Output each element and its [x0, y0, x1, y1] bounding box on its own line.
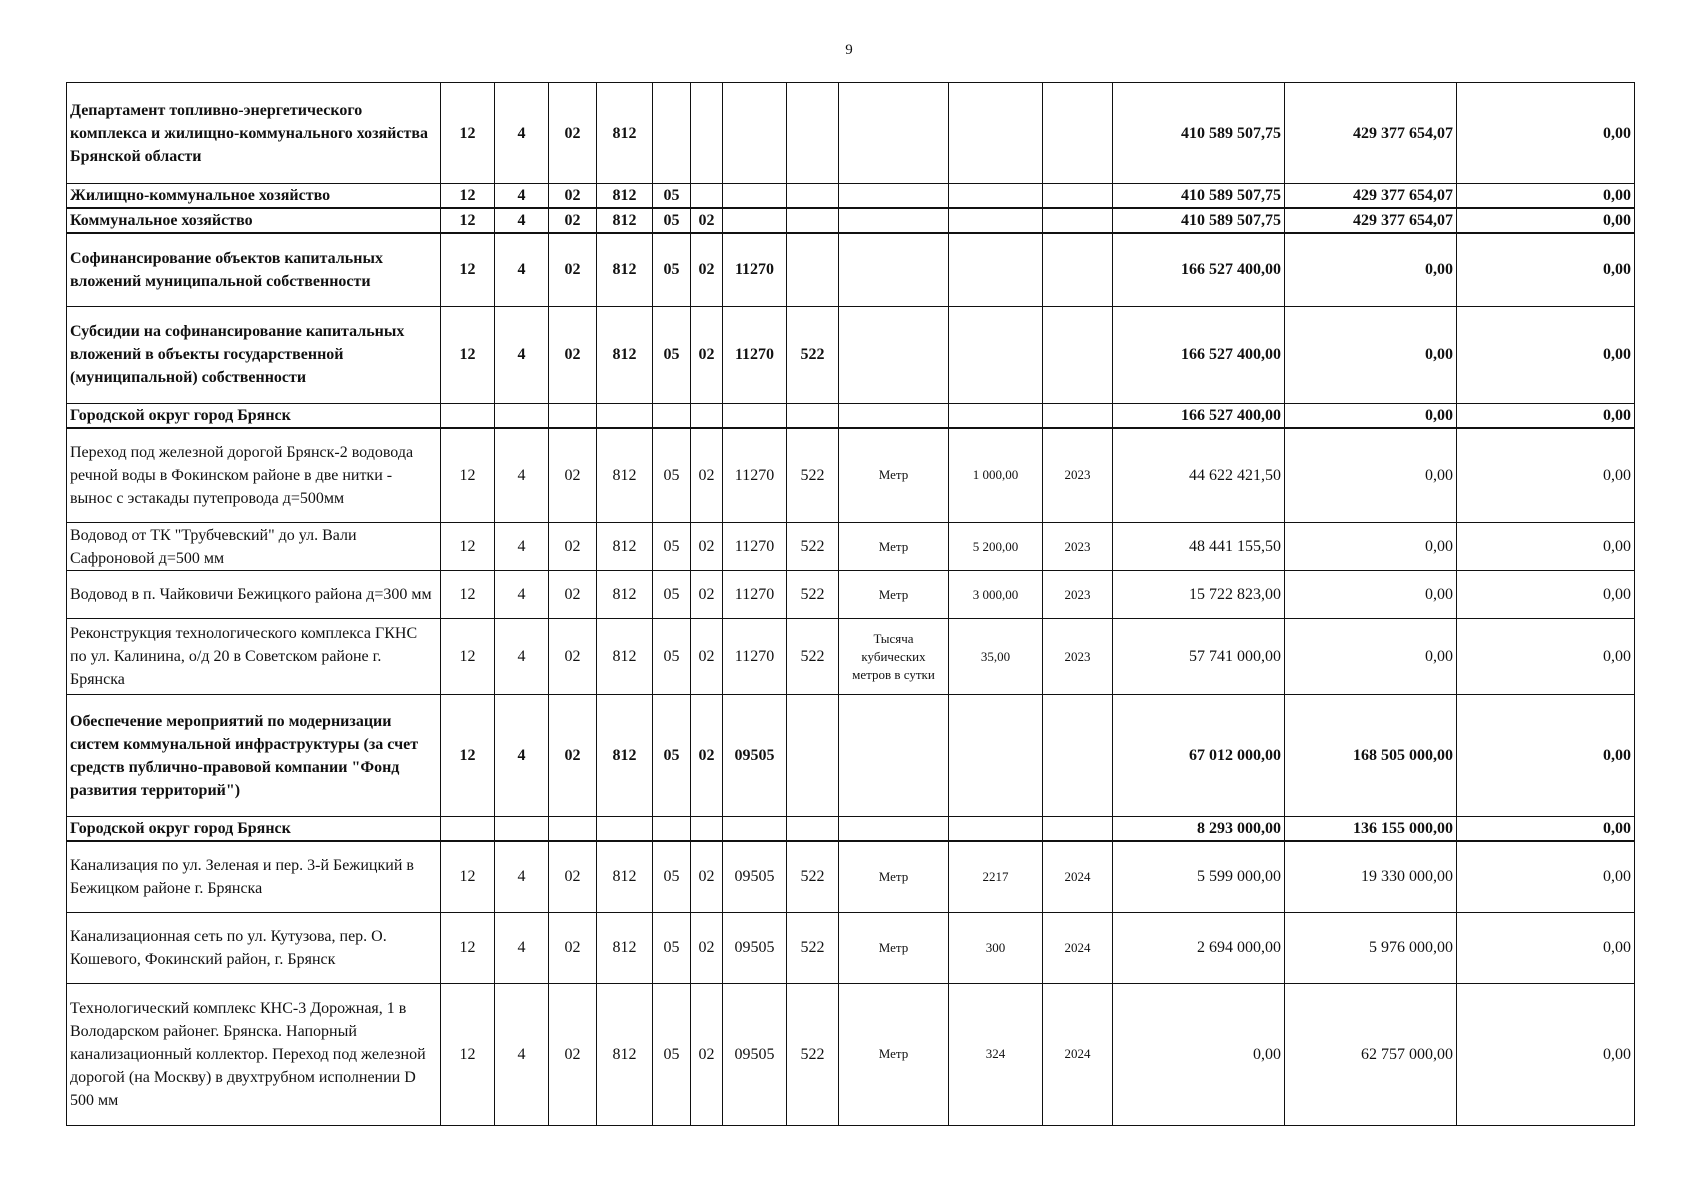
cell-code-6: 02: [691, 912, 723, 983]
cell-code-3: 02: [549, 306, 597, 403]
cell-capacity: 300: [949, 912, 1043, 983]
cell-code-7: 11270: [723, 233, 787, 306]
cell-code-3: 02: [549, 428, 597, 523]
cell-code-7: [723, 208, 787, 233]
budget-table: [66, 82, 1635, 1126]
cell-code-7: [723, 403, 787, 428]
cell-code-7: 11270: [723, 306, 787, 403]
cell-code-5: [653, 817, 691, 842]
cell-code-6: [691, 817, 723, 842]
cell-code-1: 12: [441, 983, 495, 1125]
cell-code-2: [495, 817, 549, 842]
cell-code-2: 4: [495, 184, 549, 209]
cell-code-4: 812: [597, 523, 653, 571]
cell-code-8: [787, 233, 839, 306]
table-row: [67, 983, 1635, 1125]
cell-unit: Метр: [839, 428, 949, 523]
cell-code-1: 12: [441, 619, 495, 695]
cell-sum-3: 0,00: [1457, 841, 1635, 912]
cell-code-3: 02: [549, 841, 597, 912]
cell-code-2: 4: [495, 233, 549, 306]
cell-sum-1: 166 527 400,00: [1113, 403, 1285, 428]
cell-code-3: 02: [549, 983, 597, 1125]
cell-sum-1: 166 527 400,00: [1113, 306, 1285, 403]
cell-code-1: 12: [441, 306, 495, 403]
cell-capacity: [949, 208, 1043, 233]
cell-code-7: 09505: [723, 912, 787, 983]
cell-sum-1: 48 441 155,50: [1113, 523, 1285, 571]
cell-code-5: 05: [653, 571, 691, 619]
cell-sum-3: 0,00: [1457, 428, 1635, 523]
cell-code-8: 522: [787, 983, 839, 1125]
cell-code-7: [723, 83, 787, 184]
cell-sum-1: 410 589 507,75: [1113, 83, 1285, 184]
cell-capacity: 1 000,00: [949, 428, 1043, 523]
cell-capacity: [949, 233, 1043, 306]
cell-year: [1043, 306, 1113, 403]
cell-unit: Метр: [839, 983, 949, 1125]
cell-sum-1: 67 012 000,00: [1113, 695, 1285, 817]
cell-unit: [839, 233, 949, 306]
cell-sum-2: 0,00: [1285, 403, 1457, 428]
cell-code-1: [441, 403, 495, 428]
row-name: Реконструкция технологического комплекса ГКНС по ул. Калинина, о/д 20 в Советском районе г. Брянска: [67, 619, 441, 695]
cell-code-5: 05: [653, 983, 691, 1125]
table-row: [67, 403, 1635, 428]
cell-code-5: 05: [653, 841, 691, 912]
cell-code-5: [653, 403, 691, 428]
cell-code-1: 12: [441, 208, 495, 233]
cell-capacity: [949, 306, 1043, 403]
cell-sum-3: 0,00: [1457, 983, 1635, 1125]
cell-code-7: [723, 817, 787, 842]
cell-year: [1043, 83, 1113, 184]
cell-code-1: 12: [441, 571, 495, 619]
cell-sum-2: 0,00: [1285, 523, 1457, 571]
cell-sum-2: 429 377 654,07: [1285, 184, 1457, 209]
cell-code-6: 02: [691, 208, 723, 233]
cell-unit: [839, 403, 949, 428]
cell-sum-3: 0,00: [1457, 817, 1635, 842]
row-name: Софинансирование объектов капитальных вложений муниципальной собственности: [67, 233, 441, 306]
cell-code-7: 11270: [723, 428, 787, 523]
cell-code-6: 02: [691, 841, 723, 912]
cell-unit: [839, 817, 949, 842]
cell-code-5: 05: [653, 184, 691, 209]
cell-code-8: 522: [787, 523, 839, 571]
cell-sum-3: 0,00: [1457, 208, 1635, 233]
cell-code-4: 812: [597, 619, 653, 695]
cell-code-1: 12: [441, 523, 495, 571]
cell-unit: [839, 695, 949, 817]
cell-sum-2: 0,00: [1285, 619, 1457, 695]
cell-code-6: 02: [691, 695, 723, 817]
cell-code-4: 812: [597, 184, 653, 209]
cell-sum-3: 0,00: [1457, 571, 1635, 619]
cell-sum-3: 0,00: [1457, 233, 1635, 306]
cell-sum-2: 429 377 654,07: [1285, 83, 1457, 184]
cell-unit: Тысяча кубических метров в сутки: [839, 619, 949, 695]
row-name: Канализация по ул. Зеленая и пер. 3-й Бежицкий в Бежицком районе г. Брянска: [67, 841, 441, 912]
cell-code-7: 11270: [723, 619, 787, 695]
cell-code-8: [787, 817, 839, 842]
row-name: Канализационная сеть по ул. Кутузова, пер. О. Кошевого, Фокинский район, г. Брянск: [67, 912, 441, 983]
cell-sum-3: 0,00: [1457, 184, 1635, 209]
cell-sum-1: 44 622 421,50: [1113, 428, 1285, 523]
cell-code-4: [597, 403, 653, 428]
cell-year: [1043, 184, 1113, 209]
cell-code-1: 12: [441, 695, 495, 817]
cell-code-1: 12: [441, 83, 495, 184]
cell-code-2: 4: [495, 695, 549, 817]
cell-code-8: [787, 83, 839, 184]
cell-code-4: 812: [597, 912, 653, 983]
row-name: Водовод от ТК "Трубчевский" до ул. Вали Сафроновой д=500 мм: [67, 523, 441, 571]
cell-sum-1: 2 694 000,00: [1113, 912, 1285, 983]
cell-capacity: 324: [949, 983, 1043, 1125]
cell-code-1: 12: [441, 912, 495, 983]
cell-code-7: 09505: [723, 841, 787, 912]
cell-sum-1: 8 293 000,00: [1113, 817, 1285, 842]
cell-sum-2: 0,00: [1285, 306, 1457, 403]
cell-code-6: 02: [691, 619, 723, 695]
cell-sum-3: 0,00: [1457, 695, 1635, 817]
cell-unit: [839, 306, 949, 403]
cell-code-1: 12: [441, 841, 495, 912]
cell-sum-3: 0,00: [1457, 619, 1635, 695]
cell-year: 2024: [1043, 841, 1113, 912]
cell-code-2: 4: [495, 208, 549, 233]
cell-year: [1043, 817, 1113, 842]
cell-code-8: 522: [787, 428, 839, 523]
cell-unit: [839, 83, 949, 184]
cell-code-6: 02: [691, 523, 723, 571]
cell-code-3: 02: [549, 523, 597, 571]
cell-code-6: 02: [691, 428, 723, 523]
row-name: Субсидии на софинансирование капитальных вложений в объекты государственной (муниципальной) собственности: [67, 306, 441, 403]
cell-code-8: 522: [787, 571, 839, 619]
cell-sum-2: 62 757 000,00: [1285, 983, 1457, 1125]
cell-code-3: [549, 403, 597, 428]
cell-code-3: 02: [549, 912, 597, 983]
page-number: 9: [845, 42, 853, 58]
cell-code-4: 812: [597, 83, 653, 184]
cell-year: 2023: [1043, 571, 1113, 619]
cell-sum-1: 5 599 000,00: [1113, 841, 1285, 912]
cell-code-4: 812: [597, 571, 653, 619]
cell-capacity: [949, 184, 1043, 209]
table-row: [67, 695, 1635, 817]
row-name: Технологический комплекс КНС-3 Дорожная, 1 в Володарском районег. Брянска. Напорный канализационный коллектор. Переход под железной дорогой (на Москву) в двухтрубном исполнении D 500 мм: [67, 983, 441, 1125]
cell-code-3: 02: [549, 695, 597, 817]
cell-capacity: [949, 403, 1043, 428]
cell-sum-2: 0,00: [1285, 428, 1457, 523]
table-row: [67, 841, 1635, 912]
cell-code-1: 12: [441, 233, 495, 306]
cell-sum-1: 0,00: [1113, 983, 1285, 1125]
cell-unit: [839, 208, 949, 233]
cell-code-3: 02: [549, 233, 597, 306]
cell-code-8: [787, 695, 839, 817]
cell-code-8: 522: [787, 619, 839, 695]
cell-code-4: [597, 817, 653, 842]
cell-sum-3: 0,00: [1457, 306, 1635, 403]
cell-code-3: 02: [549, 619, 597, 695]
cell-code-2: 4: [495, 983, 549, 1125]
cell-year: [1043, 695, 1113, 817]
table-row: [67, 912, 1635, 983]
cell-code-6: [691, 83, 723, 184]
cell-sum-2: 168 505 000,00: [1285, 695, 1457, 817]
cell-sum-3: 0,00: [1457, 83, 1635, 184]
cell-year: 2023: [1043, 428, 1113, 523]
cell-code-2: 4: [495, 306, 549, 403]
table-row: [67, 523, 1635, 571]
cell-unit: Метр: [839, 571, 949, 619]
cell-year: [1043, 403, 1113, 428]
cell-code-7: 09505: [723, 983, 787, 1125]
cell-code-4: 812: [597, 208, 653, 233]
cell-sum-1: 15 722 823,00: [1113, 571, 1285, 619]
cell-unit: [839, 184, 949, 209]
cell-unit: Метр: [839, 912, 949, 983]
cell-code-5: 05: [653, 208, 691, 233]
cell-capacity: 2217: [949, 841, 1043, 912]
table-row: [67, 571, 1635, 619]
cell-sum-3: 0,00: [1457, 523, 1635, 571]
cell-code-7: 09505: [723, 695, 787, 817]
cell-code-6: 02: [691, 571, 723, 619]
cell-code-5: 05: [653, 523, 691, 571]
cell-sum-3: 0,00: [1457, 912, 1635, 983]
cell-sum-2: 429 377 654,07: [1285, 208, 1457, 233]
cell-code-8: [787, 403, 839, 428]
cell-code-3: 02: [549, 184, 597, 209]
cell-sum-1: 57 741 000,00: [1113, 619, 1285, 695]
cell-code-4: 812: [597, 428, 653, 523]
cell-code-6: 02: [691, 306, 723, 403]
cell-sum-2: 136 155 000,00: [1285, 817, 1457, 842]
cell-code-6: 02: [691, 983, 723, 1125]
cell-code-2: 4: [495, 571, 549, 619]
cell-code-5: 05: [653, 233, 691, 306]
cell-capacity: 35,00: [949, 619, 1043, 695]
cell-code-7: [723, 184, 787, 209]
cell-code-1: 12: [441, 184, 495, 209]
cell-code-1: 12: [441, 428, 495, 523]
cell-sum-2: 5 976 000,00: [1285, 912, 1457, 983]
cell-code-2: 4: [495, 619, 549, 695]
row-name: Городской округ город Брянск: [67, 403, 441, 428]
cell-code-5: 05: [653, 428, 691, 523]
cell-code-8: [787, 208, 839, 233]
cell-sum-3: 0,00: [1457, 403, 1635, 428]
row-name: Департамент топливно-энергетического комплекса и жилищно-коммунального хозяйства Брянской области: [67, 83, 441, 184]
cell-code-2: 4: [495, 912, 549, 983]
cell-code-4: 812: [597, 841, 653, 912]
cell-code-2: 4: [495, 83, 549, 184]
table-row: [67, 233, 1635, 306]
cell-code-6: 02: [691, 233, 723, 306]
table-row: [67, 428, 1635, 523]
row-name: Жилищно-коммунальное хозяйство: [67, 184, 441, 209]
cell-code-4: 812: [597, 695, 653, 817]
cell-year: 2023: [1043, 619, 1113, 695]
cell-code-2: 4: [495, 523, 549, 571]
row-name: Городской округ город Брянск: [67, 817, 441, 842]
cell-year: 2023: [1043, 523, 1113, 571]
cell-year: 2024: [1043, 912, 1113, 983]
cell-unit: Метр: [839, 523, 949, 571]
cell-code-4: 812: [597, 306, 653, 403]
cell-year: 2024: [1043, 983, 1113, 1125]
table-row: [67, 619, 1635, 695]
cell-code-8: [787, 184, 839, 209]
table-row: [67, 208, 1635, 233]
cell-code-2: 4: [495, 841, 549, 912]
cell-code-2: 4: [495, 428, 549, 523]
row-name: Коммунальное хозяйство: [67, 208, 441, 233]
cell-code-5: 05: [653, 306, 691, 403]
cell-sum-1: 166 527 400,00: [1113, 233, 1285, 306]
cell-code-6: [691, 403, 723, 428]
cell-sum-2: 19 330 000,00: [1285, 841, 1457, 912]
cell-code-3: 02: [549, 208, 597, 233]
cell-code-2: [495, 403, 549, 428]
cell-code-8: 522: [787, 841, 839, 912]
row-name: Обеспечение мероприятий по модернизации систем коммунальной инфраструктуры (за счет средств публично-правовой компании "Фонд развития территорий"): [67, 695, 441, 817]
cell-capacity: 3 000,00: [949, 571, 1043, 619]
cell-code-5: [653, 83, 691, 184]
table-row: [67, 83, 1635, 184]
cell-code-5: 05: [653, 619, 691, 695]
cell-code-1: [441, 817, 495, 842]
cell-sum-1: 410 589 507,75: [1113, 208, 1285, 233]
cell-capacity: [949, 817, 1043, 842]
cell-sum-1: 410 589 507,75: [1113, 184, 1285, 209]
table-row: [67, 184, 1635, 209]
cell-code-7: 11270: [723, 571, 787, 619]
cell-capacity: 5 200,00: [949, 523, 1043, 571]
cell-sum-2: 0,00: [1285, 571, 1457, 619]
cell-code-4: 812: [597, 983, 653, 1125]
cell-code-6: [691, 184, 723, 209]
cell-capacity: [949, 83, 1043, 184]
cell-code-5: 05: [653, 695, 691, 817]
cell-sum-2: 0,00: [1285, 233, 1457, 306]
cell-capacity: [949, 695, 1043, 817]
cell-code-3: 02: [549, 571, 597, 619]
cell-code-8: 522: [787, 306, 839, 403]
cell-code-5: 05: [653, 912, 691, 983]
table-row: [67, 306, 1635, 403]
cell-code-3: [549, 817, 597, 842]
cell-year: [1043, 233, 1113, 306]
table-row: [67, 817, 1635, 842]
row-name: Водовод в п. Чайковичи Бежицкого района д=300 мм: [67, 571, 441, 619]
cell-code-8: 522: [787, 912, 839, 983]
cell-code-7: 11270: [723, 523, 787, 571]
cell-code-4: 812: [597, 233, 653, 306]
cell-year: [1043, 208, 1113, 233]
row-name: Переход под железной дорогой Брянск-2 водовода речной воды в Фокинском районе в две нитки - вынос с эстакады путепровода д=500мм: [67, 428, 441, 523]
cell-code-3: 02: [549, 83, 597, 184]
cell-unit: Метр: [839, 841, 949, 912]
